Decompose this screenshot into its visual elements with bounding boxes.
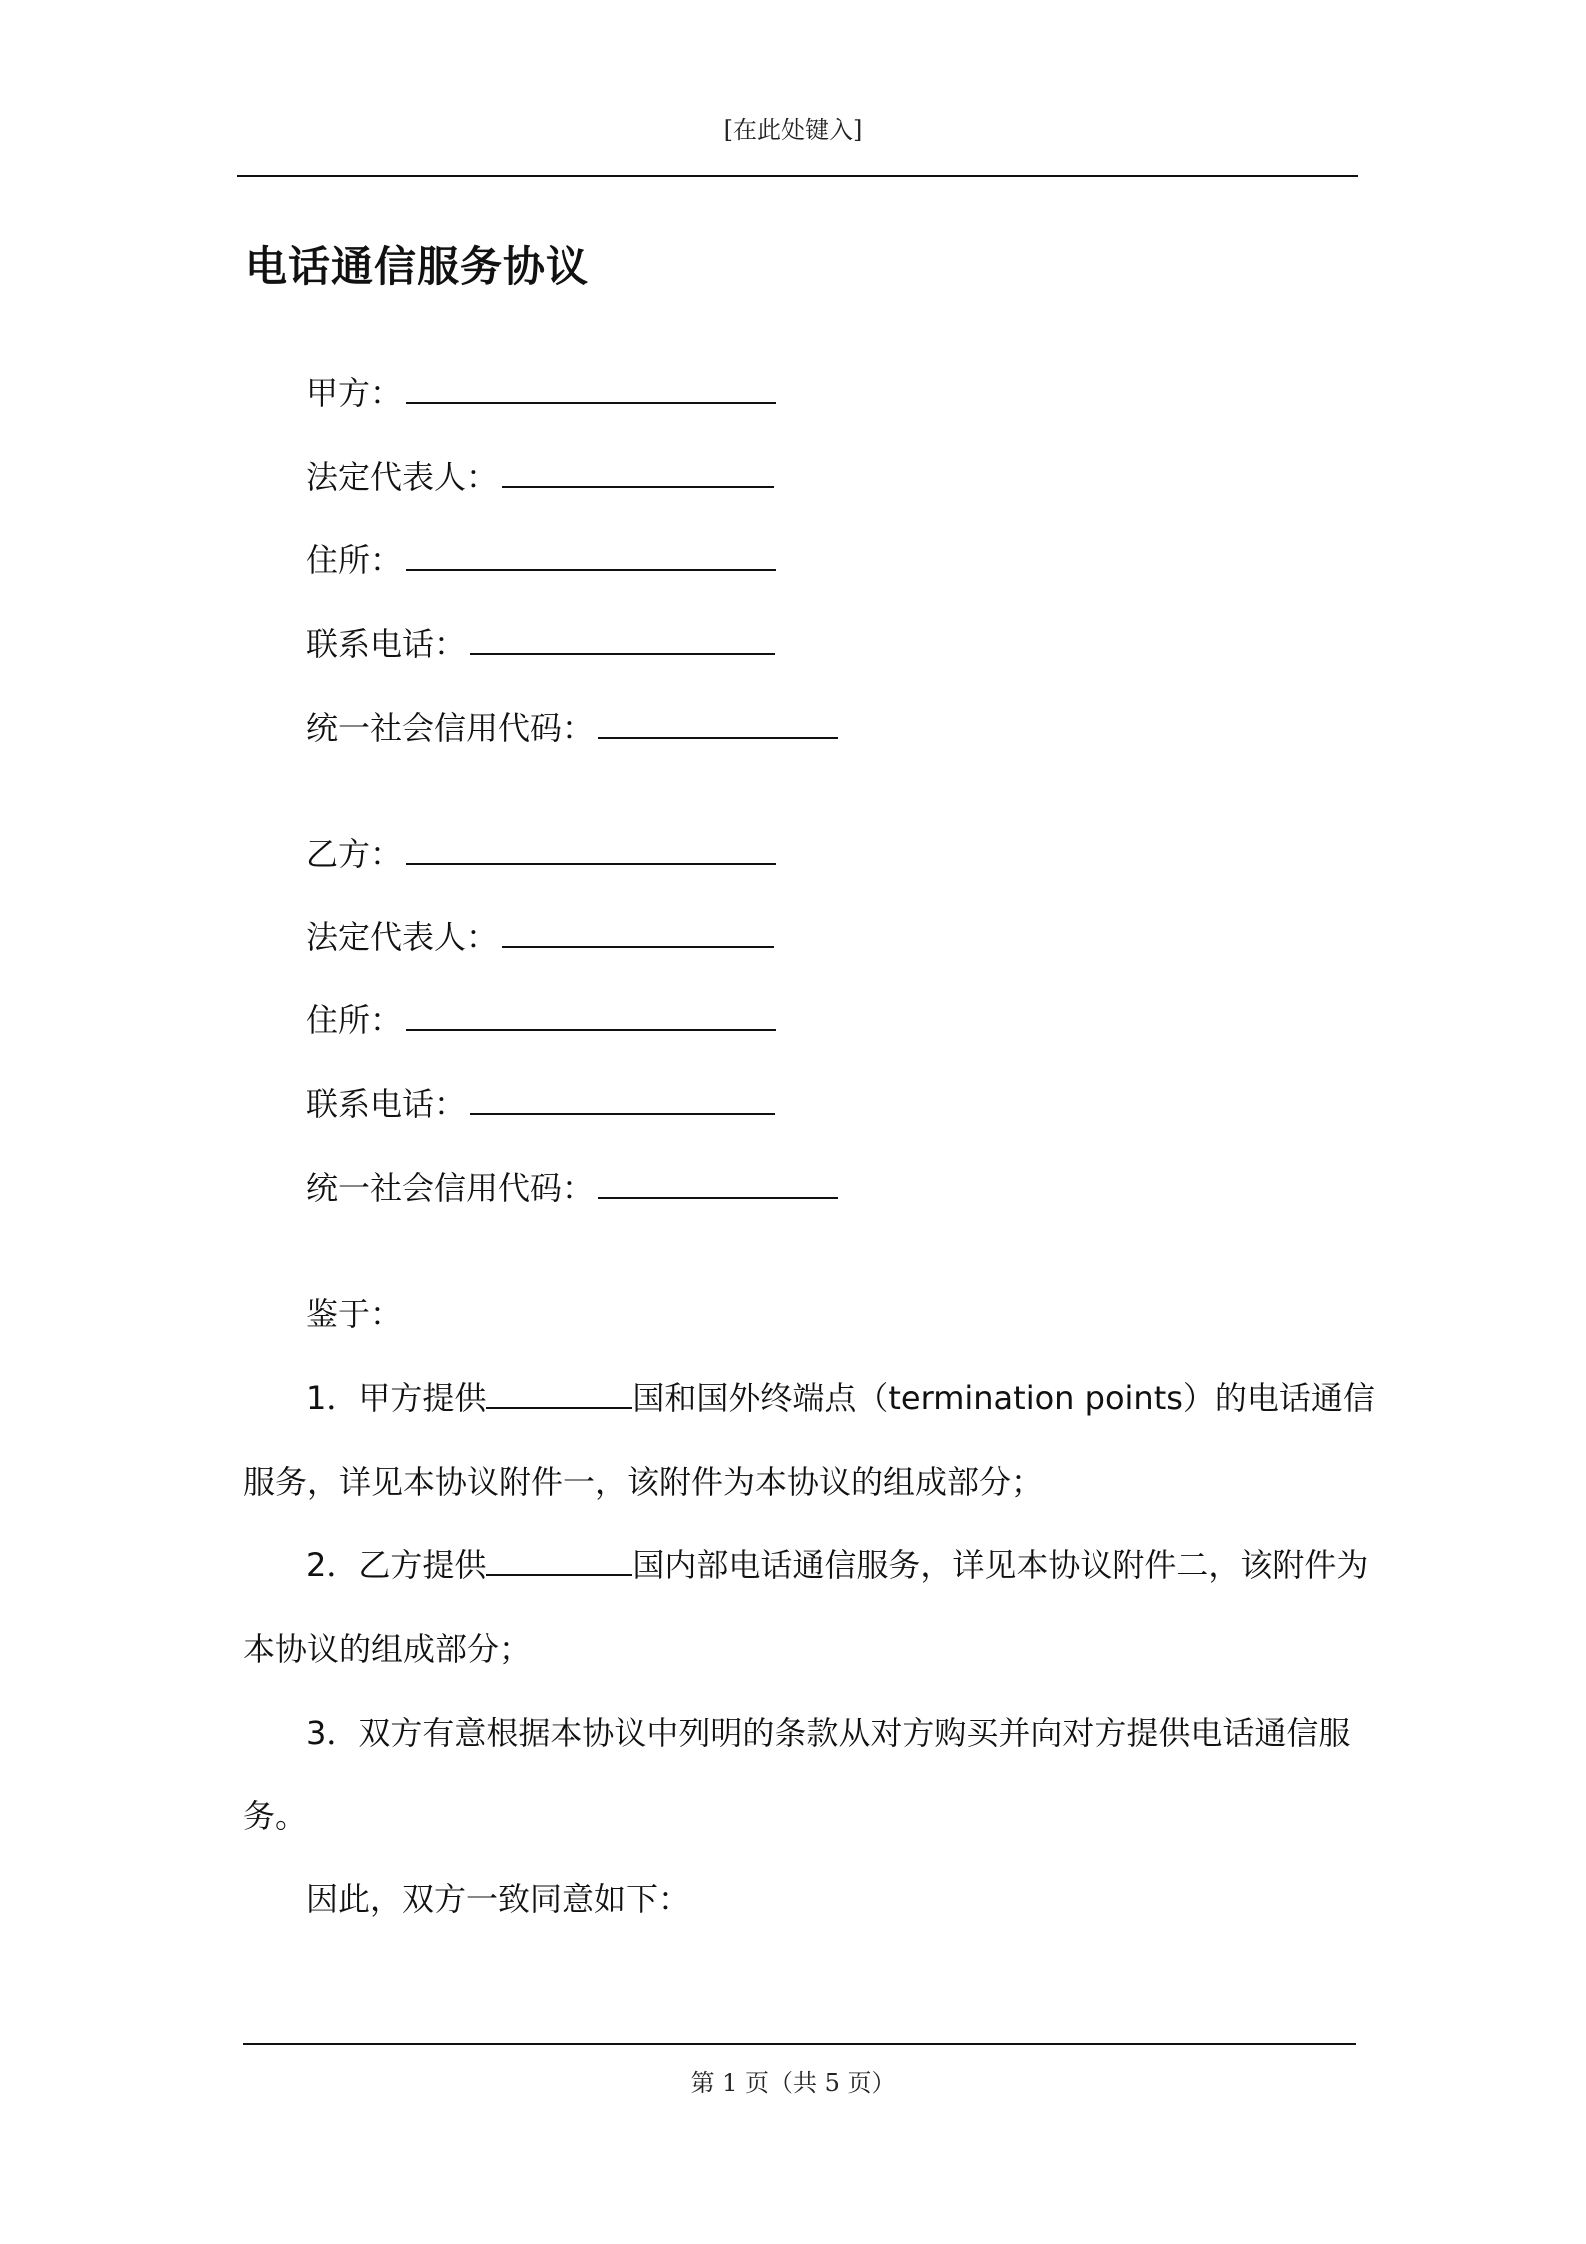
whereas-item-1-line-2: 服务，详见本协议附件一，该附件为本协议的组成部分； — [243, 1463, 1044, 1501]
party-b-name-label: 乙方： — [306, 835, 403, 873]
party-a-phone-blank[interactable] — [470, 623, 775, 655]
page-header: [在此处键入] — [723, 116, 863, 144]
whereas-heading: 鉴于： — [306, 1295, 403, 1333]
party-a-address-field — [306, 535, 776, 581]
whereas-item-3-line-2: 务。 — [243, 1797, 308, 1835]
party-a-phone-label: 联系电话： — [306, 625, 467, 663]
party-b-rep-field — [306, 912, 774, 958]
whereas-item-2-prefix: 2．乙方提供 — [306, 1546, 487, 1584]
party-b-phone-field — [306, 1079, 775, 1125]
header-divider — [237, 175, 1358, 177]
party-a-address-blank[interactable] — [406, 539, 776, 571]
party-b-phone-blank[interactable] — [470, 1083, 775, 1115]
whereas-item-1-blank[interactable] — [486, 1377, 632, 1409]
party-a-address-label: 住所： — [306, 541, 403, 579]
conclusion-text: 因此，双方一致同意如下： — [306, 1880, 691, 1918]
whereas-item-1 — [306, 1373, 1375, 1419]
whereas-item-2 — [306, 1540, 1368, 1586]
party-b-name-field — [306, 829, 776, 875]
party-a-credit-code-field — [306, 703, 838, 749]
whereas-item-1-suffix: 国和国外终端点（termination points）的电话通信 — [632, 1379, 1375, 1417]
party-a-name-blank[interactable] — [406, 372, 776, 404]
party-a-name-label: 甲方： — [306, 374, 403, 412]
party-a-rep-blank[interactable] — [502, 456, 774, 488]
party-b-credit-code-label: 统一社会信用代码： — [306, 1169, 595, 1207]
party-a-credit-code-blank[interactable] — [598, 707, 838, 739]
party-a-rep-field — [306, 452, 774, 498]
party-b-credit-code-field — [306, 1163, 838, 1209]
party-b-address-field — [306, 995, 776, 1041]
footer-divider — [243, 2043, 1356, 2045]
whereas-item-2-suffix: 国内部电话通信服务，详见本协议附件二，该附件为 — [632, 1546, 1369, 1584]
party-a-rep-label: 法定代表人： — [306, 458, 499, 496]
page-number: 第 1 页（共 5 页） — [690, 2069, 896, 2097]
party-a-credit-code-label: 统一社会信用代码： — [306, 709, 595, 747]
party-b-rep-label: 法定代表人： — [306, 918, 499, 956]
party-b-address-blank[interactable] — [406, 999, 776, 1031]
party-b-rep-blank[interactable] — [502, 916, 774, 948]
whereas-item-2-blank[interactable] — [486, 1544, 632, 1576]
whereas-item-2-line-2: 本协议的组成部分； — [243, 1630, 532, 1668]
party-b-phone-label: 联系电话： — [306, 1085, 467, 1123]
whereas-item-3: 3．双方有意根据本协议中列明的条款从对方购买并向对方提供电话通信服 — [306, 1714, 1351, 1752]
party-b-address-label: 住所： — [306, 1001, 403, 1039]
whereas-item-1-prefix: 1．甲方提供 — [306, 1379, 487, 1417]
party-b-name-blank[interactable] — [406, 833, 776, 865]
document-title: 电话通信服务协议 — [245, 242, 590, 291]
party-a-phone-field — [306, 619, 775, 665]
party-b-credit-code-blank[interactable] — [598, 1167, 838, 1199]
party-a-name-field — [306, 368, 776, 414]
